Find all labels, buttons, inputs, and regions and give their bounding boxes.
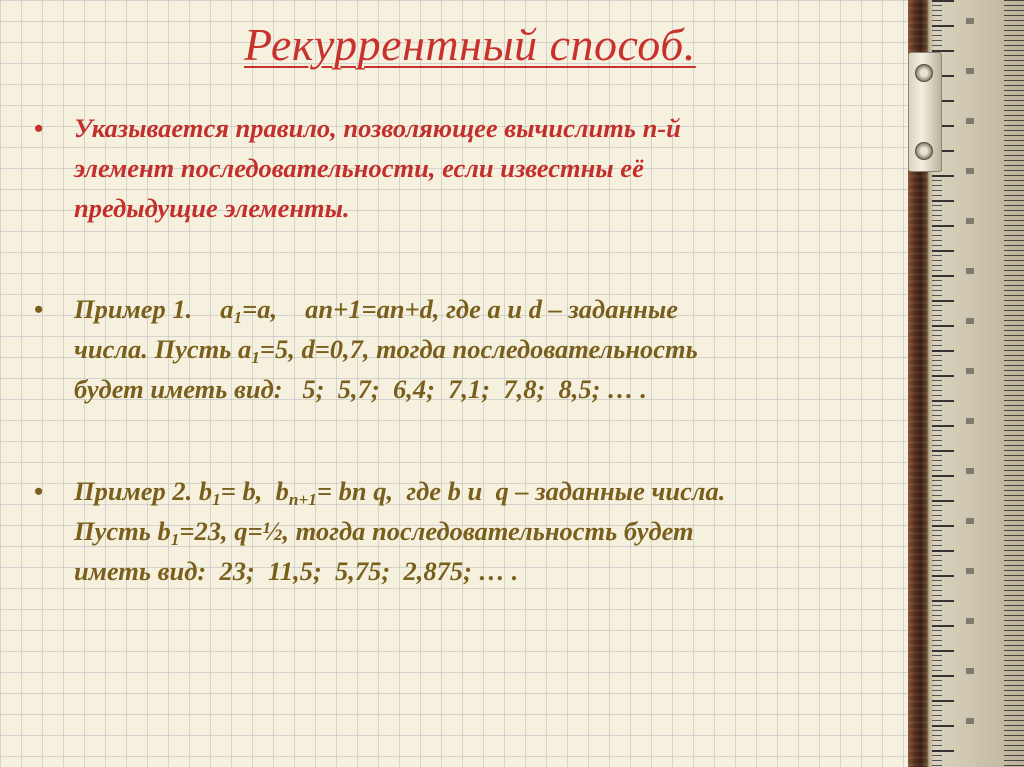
bullet-dot: • [34,294,44,324]
example-2-line-3: иметь вид: 23; 11,5; 5,75; 2,875; … . [74,556,519,586]
bullet-example-1 [34,289,904,409]
screw-icon [915,64,933,82]
subscript: 1 [251,348,260,367]
example-2-text [74,471,904,591]
subscript: n+1 [288,490,317,509]
subscript: 1 [233,308,243,327]
bullet-definition-text [74,108,904,228]
bullet-definition [34,108,904,228]
definition-line-1: Указывается правило, позволяющее вычислить n-й [74,113,681,143]
definition-line-3: предыдущие элементы. [74,193,350,223]
ruler-number-marks [956,0,996,767]
slide-title: Рекуррентный способ. [244,19,696,70]
bullet-dot: • [34,113,44,143]
ruler-minor-ticks [1004,0,1024,767]
example-1-text [74,289,904,409]
ruler-decoration [908,0,1024,767]
example-1-line-3: будет иметь вид: 5; 5,7; 6,4; 7,1; 7,8; 8,5; … . [74,374,647,404]
example-1-line-1: Пример 1. $a_1=a$, an+1=an+d, где a и d – заданные [74,294,679,327]
bullet-example-2 [34,471,904,591]
bullet-dot: • [34,476,44,506]
subscript: 1 [170,530,180,549]
example-2-line-1: Пример 2. $b_1= b$, $b_{n+1}=$ bn q, где b и q – заданные числа. [74,476,726,509]
screw-icon [915,142,933,160]
example-2-line-2: Пусть $b_1=23$, q=½, тогда последовательность будет [74,516,694,549]
subscript: 1 [212,490,221,509]
definition-line-2: элемент последовательности, если известны её [74,153,644,183]
example-1-label: Пример 1. [74,294,193,324]
example-1-line-2: числа. Пусть $a_1=5$, d=0,7, тогда последовательность [74,334,698,367]
